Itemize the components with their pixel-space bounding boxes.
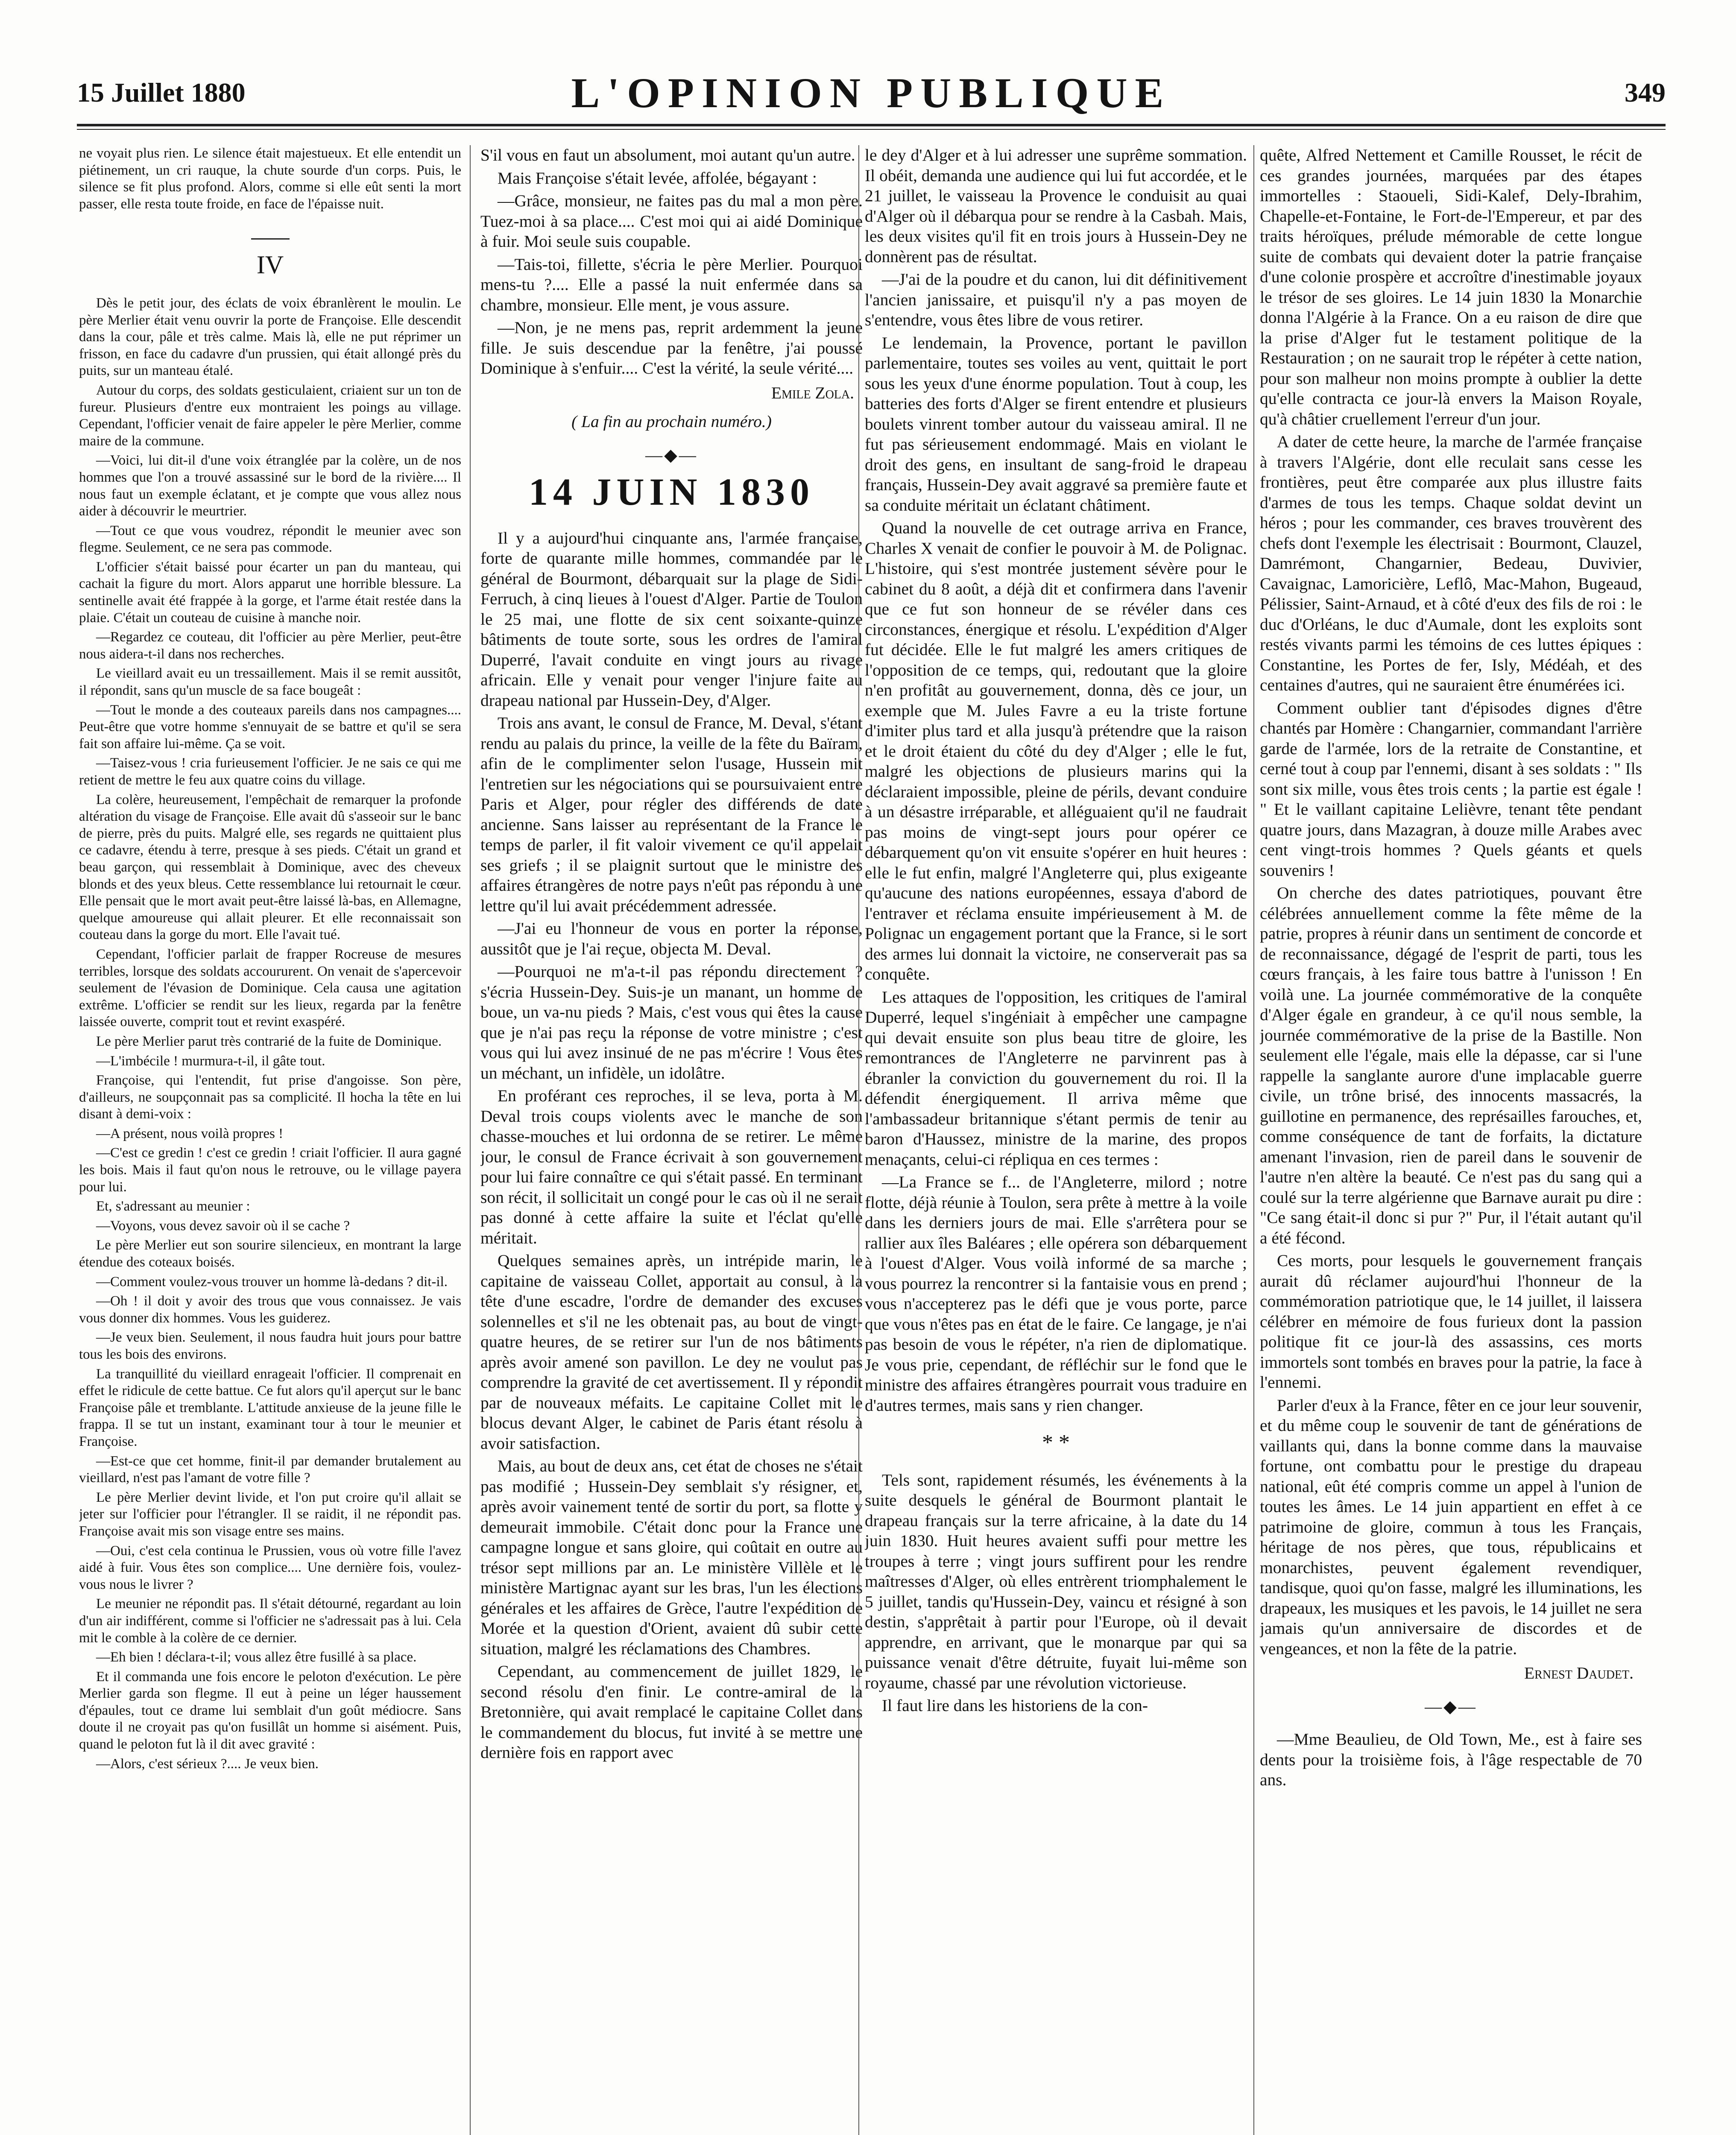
- header-rule-thin: [77, 129, 1666, 130]
- paragraph: Le lendemain, la Provence, portant le pavillon parlementaire, toutes ses voiles au vent, quittait le port sous les yeux d'une énorme population. Tout à coup, les batteries des forts d'Alger se firent entendre et plusieurs boulets vinrent tomber autour du vaisseau amiral. Il ne fut pas sérieusement endommagé. Mais en violant le droit des gens, en insultant de sang-froid le drapeau français, Hussein-Dey avait aggravé sa première faute et sa conduite méritait un éclatant châtiment.: [865, 333, 1247, 515]
- paragraph: —A présent, nous voilà propres !: [96, 1126, 284, 1141]
- paragraph: —Je veux bien. Seulement, il nous faudra huit jours pour battre tous les bois des environs.: [79, 1330, 461, 1362]
- paragraph: —J'ai de la poudre et du canon, lui dit définitivement l'ancien janissaire, et puisqu'il n'y a pas moyen de s'entendre, vous êtes libre de vous retirer.: [865, 270, 1247, 329]
- paragraph: —Oh ! il doit y avoir des trous que vous connaissez. Je vais vous donner dix hommes. Vous les guiderez.: [79, 1293, 461, 1326]
- masthead-title: L'OPINION PUBLIQUE: [571, 69, 1171, 117]
- paragraph: —L'imbécile ! murmura-t-il, il gâte tout.: [96, 1053, 325, 1069]
- paragraph: A dater de cette heure, la marche de l'armée française à travers l'Algérie, dont elle reculait sans cesse les frontières, peut être comparée aux plus illustre faits d'armes de tous les temps. Chaque soldat devint un héros ; pour les commander, ces braves trouvèrent des chefs dont l'exemple les électrisait : Bourmont, Clauzel, Damrémont, Changarnier, Bedeau, Duvivier, Cavaignac, Lamoricière, Leflô, Mac-Mahon, Bugeaud, Pélissier, Saint-Arnaud, et à côté d'eux des fils de roi : le duc d'Orléans, le duc d'Aumale, dont les exploits sont restés vivants parmi les témoins de ces luttes épiques : Constantine, les Portes de fer, Isly, Médéah, et des centaines d'autres, qui ne sauraient être énumérées ici.: [1260, 432, 1642, 694]
- paragraph: S'il vous en faut un absolument, moi autant qu'un autre.: [480, 146, 855, 164]
- paragraph: —Non, je ne mens pas, reprit ardemment la jeune fille. Je suis descendue par la fenêtre, j'ai poussé Dominique à s'enfuir.... C'est la vérité, la seule vérité....: [480, 318, 863, 377]
- paragraph: Tels sont, rapidement résumés, les événements à la suite desquels le général de Bourmont plantait le drapeau français sur la terre africaine, à la date du 14 juin 1830. Huit heures avaient suffi pour mettre les troupes à terre ; vingt jours suffirent pour les rendre maîtresses d'Alger, où elles entrèrent triomphalement le 5 juillet, tandis qu'Hussein-Dey, vaincu et résigné à son destin, s'apprêtait à partir pour l'Europe, où il devait apprendre, en arrivant, que le monarque par qui sa puissance venait d'être détruite, fuyait lui-même son royaume, chassé par une révolution victorieuse.: [865, 1470, 1247, 1692]
- paragraph: —Voyons, vous devez savoir où il se cache ?: [96, 1218, 350, 1234]
- issue-date: 15 Juillet 1880: [77, 77, 246, 108]
- paragraph: Quand la nouvelle de cet outrage arriva en France, Charles X venait de confier le pouvoir à M. de Polignac. L'histoire, qui s'est montrée justement sévère pour le cabinet du 8 août, a déjà dit et confirmera dans l'avenir que ce fut son honneur de se révéler dans ces circonstances, énergique et résolu. L'expédition d'Alger fut décidée. Elle le fut malgré les amers critiques de l'opposition de ce temps, qui, redoutant que la gloire n'en profitât au gouvernement, donna, dès ce jour, un exemple que M. Jules Favre a eu la triste fortune d'imiter plus tard et alla jusqu'à prétendre que la raison et le droit étaient du côté du dey d'Alger ; elle le fut, malgré les objections de plusieurs marins qui la déclaraient impossible, pleine de périls, devant conduire à un désastre irréparable, et alléguaient qu'il ne faudrait pas moins de vingt-sept jours pour opérer ce débarquement qu'on vit ensuite s'opérer en huit heures : elle le fut enfin, malgré l'Angleterre qui, plus exigeante qu'aucune des nations européennes, essaya d'abord de l'entraver et réclama ensuite impérieusement à M. de Polignac un engagement portant que la France, si le sort des armes lui donnait la victoire, ne conserverait pas sa conquête.: [865, 518, 1247, 983]
- paragraph: —Grâce, monsieur, ne faites pas du mal a mon père. Tuez-moi à sa place.... C'est moi qui ai aidé Dominique à fuir. Moi seule suis coupable.: [480, 191, 863, 251]
- paragraph: —Voici, lui dit-il d'une voix étranglée par la colère, un de nos hommes que l'on a trouvé assassiné sur le bord de la rivière.... Il nous faut un exemple éclatant, et je compte que vous allez nous aider à découvrir le meurtrier.: [79, 453, 461, 519]
- paragraph: quête, Alfred Nettement et Camille Rousset, le récit de ces grandes journées, marquées par des étapes immortelles : Staoueli, Sidi-Kalef, Dely-Ibrahim, Chapelle-et-Fontaine, le Fort-de-l'Empereur, et par des traits héroïques, prélude mémorable de cette longue suite de combats qui devaient doter la patrie française d'une colonie prospère et accroître d'inestimable joyaux le trésor de ses gloires. Le 14 juin 1830 la Monarchie donna l'Algérie à la France. On a eu raison de dire que la prise d'Alger fut le testament politique de la Restauration ; on ne saurait trop le répéter à cette nation, pour son malheur non moins prompte à oublier la dette qu'elle contracta ce jour-là envers la Maison Royale, qu'à châtier cruellement l'erreur d'un jour.: [1260, 146, 1642, 428]
- paragraph: Il faut lire dans les historiens de la con-: [882, 1696, 1148, 1715]
- paragraph: Et, s'adressant au meunier :: [96, 1199, 250, 1214]
- column-1: [79, 145, 461, 2135]
- paragraph: Le père Merlier eut son sourire silencieux, en montrant la large étendue des coteaux boisés.: [79, 1237, 461, 1270]
- section-number: IV: [79, 238, 461, 274]
- paragraph: La colère, heureusement, l'empêchait de remarquer la profonde altération du visage de Françoise. Elle avait dû s'asseoir sur le banc de pierre, près du puits. Malgré elle, ses regards ne quittaient plus ce cadavre, étendu à terre, presque à ses pieds. C'était un grand et beau garçon, qui ressemblait à Dominique, avec des cheveux blonds et des yeux bleus. Cette ressemblance lui retournait le cœur. Elle pensait que le mort avait peut-être laissé là-bas, en Allemagne, quelque amoureuse qui allait pleurer. Et elle reconnaissait son couteau dans la gorge du mort. Elle l'avait tué.: [79, 792, 461, 943]
- paragraph: Parler d'eux à la France, fêter en ce jour leur souvenir, et du même coup le souvenir de tant de générations de vaillants qui, dans la bonne comme dans la mauvaise fortune, ont combattu pour le prestige du drapeau national, eût été compris comme un appel à l'union de toutes les âmes. Le 14 juin appartient en effet à ce patrimoine de gloire, commun à tous les Français, héritage de nos pères, que tous, républicains et monarchistes, peuvent également revendiquer, tandisque, quoi qu'on fasse, malgré les illuminations, les drapeaux, les musiques et les pavois, le 14 juillet ne sera jamais qu'un anniversaire de discordes et de vengeances, et non la fête de la patrie.: [1260, 1395, 1642, 1658]
- paragraph: —Mme Beaulieu, de Old Town, Me., est à faire ses dents pour la troisième fois, à l'âge respectable de 70 ans.: [1260, 1730, 1642, 1789]
- paragraph: Dès le petit jour, des éclats de voix ébranlèrent le moulin. Le père Merlier était venu ouvrir la porte de Françoise. Elle descendit dans la cour, pâle et très calme. Mais là, elle ne put réprimer un frisson, en face du cadavre d'un prussien, qui était allongé près du puits, sur un manteau étalé.: [79, 295, 461, 379]
- paragraph: —Pourquoi ne m'a-t-il pas répondu directement ? s'écria Hussein-Dey. Suis-je un manant, un homme de boue, un va-nu pieds ? Mais, c'est vous qui êtes la cause que je n'ai pas reçu la réponse de votre ministre ; c'est vous qui lui avez insinué de ne pas m'écrire ! Vous êtes un méchant, un infidèle, un idolâtre.: [480, 962, 863, 1082]
- paragraph: ne voyait plus rien. Le silence était majestueux. Et elle entendit un piétinement, un cri rauque, la chute sourde d'un corps. Puis, le silence se fit plus profond. Alors, comme si elle eût senti la mort passer, elle resta toute froide, en face de l'épaisse nuit.: [79, 146, 461, 212]
- author-signature: Emile Zola.: [771, 383, 854, 402]
- paragraph: Le vieillard avait eu un tressaillement. Mais il se remit aussitôt, il répondit, sans qu'un muscle de sa face bougeât :: [79, 666, 461, 699]
- paragraph: Les attaques de l'opposition, les critiques de l'amiral Duperré, lequel s'ingéniait à empêcher une campagne qui devait ensuite son plus beau titre de gloire, les remontrances de l'Angleterre ne parvinrent pas à ébranler la conviction du gouvernement du roi. Il la défendit énergiquement. Il arriva même que l'ambassadeur britannique s'étant permis de tenir au baron d'Haussez, ministre de la marine, des propos menaçants, celui-ci répliqua en ces termes :: [865, 987, 1247, 1169]
- paragraph: L'officier s'était baissé pour écarter un pan du manteau, qui cachait la figure du mort. Alors apparut une horrible blessure. La sentinelle avait été frappée à la gorge, et l'arme était restée dans la plaie. C'était un couteau de cuisine à manche noir.: [79, 559, 461, 626]
- paragraph: Le père Merlier parut très contrarié de la fuite de Dominique.: [96, 1033, 442, 1049]
- paragraph: —Tais-toi, fillette, s'écria le père Merlier. Pourquoi mens-tu ?.... Elle a passé la nuit enfermée dans sa chambre, monsieur. Elle ment, je vous assure.: [480, 254, 863, 314]
- paragraph: —Tout ce que vous voudrez, répondit le meunier avec son flegme. Seulement, ce ne sera pas commode.: [79, 523, 461, 556]
- paragraph: Le meunier ne répondit pas. Il s'était détourné, regardant au loin d'un air indifférent, comme si l'officier ne s'adressait pas à lui. Cela mit le comble à la colère de ce dernier.: [79, 1596, 461, 1646]
- author-signature: Ernest Daudet.: [1524, 1664, 1634, 1682]
- paragraph: Et il commanda une fois encore le peloton d'exécution. Le père Merlier garda son flegme. Il eut à peine un léger haussement d'épaules, tout ce drame lui semblait d'un goût médiocre. Sans doute il ne croyait pas qu'on fusillât un homme si aisément. Puis, quand le peloton fut là il dit avec gravité :: [79, 1669, 461, 1752]
- paragraph: Autour du corps, des soldats gesticulaient, criaient sur un ton de fureur. Plusieurs d'entre eux montraient les poings au village. Cependant, l'officier venait de faire appeler le père Merlier, comme maire de la commune.: [79, 382, 461, 449]
- article-title: 14 JUIN 1830: [528, 471, 814, 513]
- paragraph: —C'est ce gredin ! c'est ce gredin ! criait l'officier. Il aura gagné les bois. Mais il faut qu'on nous le retrouve, ou le village payera pour lui.: [79, 1145, 461, 1195]
- paragraph: —Eh bien ! déclara-t-il; vous allez être fusillé à sa place.: [96, 1650, 417, 1665]
- ornament-divider: —◆—: [645, 445, 698, 465]
- paragraph: —Alors, c'est sérieux ?.... Je veux bien.: [96, 1756, 319, 1772]
- paragraph: Mais Françoise s'était levée, affolée, bégayant :: [498, 168, 817, 187]
- paragraph: —La France se f... de l'Angleterre, milord ; notre flotte, déjà réunie à Toulon, sera prête à mettre à la voile dans les derniers jours de mai. Elle s'arrêtera pour se rallier aux îles Baléares ; elle opérera son débarquement à l'ouest d'Alger. Vous voilà informé de sa marche ; vous pourrez la rencontrer si la fantaisie vous en prend ; vous n'accepterez pas le défi que je vous porte, parce que vous n'êtes pas en état de le faire. Ce langage, je n'ai pas besoin de vous le répéter, n'a rien de diplomatique. Je vous prie, cependant, de réfléchir sur le fond que le ministre des affaires étrangères pourrait vous traduire en d'autres termes, mais sans y rien changer.: [865, 1173, 1247, 1415]
- page-number: 349: [1625, 77, 1666, 108]
- paragraph: le dey d'Alger et à lui adresser une suprême sommation. Il obéit, demanda une audience qui lui fut accordée, et le 21 juillet, le vaisseau la Provence le conduisit au quai d'Alger où il débarqua pour se rendre à la Casbah. Mais, les deux visites qu'il fit en trois jours à Hussein-Dey ne donnèrent pas de résultat.: [865, 146, 1247, 266]
- paragraph: Françoise, qui l'entendit, fut prise d'angoisse. Son père, d'ailleurs, ne soupçonnait pas sa complicité. Il hocha la tête en lui disant à demi-voix :: [79, 1073, 461, 1122]
- paragraph: On cherche des dates patriotiques, pouvant être célébrées annuellement comme la fête même de la patrie, propres à réunir dans un sentiment de concorde et de reconnaissance, dégagé de l'esprit de parti, tous les cœurs français, à les faire tous battre à l'unisson ! En voilà une. La journée commémorative de la conquête d'Alger égale en grandeur, à ce qu'il nous semble, la journée commémorative de la prise de la Bastille. Non seulement elle l'égale, mais elle la dépasse, car si l'une rappelle la sanglante aurore d'une implacable guerre civile, un trône brisé, des innocents massacrés, la guillotine en permanence, des représailles farouches, et, comme conséquence de tant de forfaits, la dictature amenant l'invasion, rien de pareil dans le souvenir de l'autre n'en altère la beauté. Ce n'est pas du sang qui a coulé sur la terre algérienne que Barnave aurait pu dire : "Ce sang était-il donc si pur ?" Pur, il l'était autant qu'il a été fécond.: [1260, 883, 1642, 1247]
- paragraph: —Est-ce que cet homme, finit-il par demander brutalement au vieillard, n'est pas l'amant de votre fille ?: [79, 1453, 461, 1486]
- ornament-divider: —◆—: [1425, 1696, 1477, 1716]
- paragraph: —Tout le monde a des couteaux pareils dans nos campagnes.... Peut-être que votre homme s'ennuyait de se battre et qu'il se sera fait son affaire lui-même. Ça se voit.: [79, 702, 461, 752]
- paragraph: —Taisez-vous ! cria furieusement l'officier. Je ne sais ce qui me retient de mettre le feu aux quatre coins du village.: [79, 755, 461, 788]
- page-header: [77, 64, 1666, 115]
- header-rule: [77, 124, 1666, 126]
- paragraph: —Comment voulez-vous trouver un homme là-dedans ? dit-il.: [96, 1274, 448, 1290]
- paragraph: Ces morts, pour lesquels le gouvernement français aurait dû réclamer aujourd'hui l'honneur de la commémoration patriotique que, le 14 juillet, il laissera célébrer en mémoire de fous furieux dont la passion politique fit ce jour-là des assassins, ces morts immortels sont tombés en braves pour la patrie, la face à l'ennemi.: [1260, 1251, 1642, 1392]
- paragraph: —J'ai eu l'honneur de vous en porter la réponse, aussitôt que je l'ai reçue, objecta M. Deval.: [480, 919, 863, 958]
- column-divider: [858, 145, 859, 2135]
- column-4: [1260, 145, 1642, 2135]
- paragraph: En proférant ces reproches, il se leva, porta à M. Deval trois coups violents avec le manche de son chasse-mouches et lui ordonna de se retirer. Le même jour, le consul de France écrivait à son gouvernement pour lui faire connaître ce qui s'était passé. En terminant son récit, il sollicitait un congé pour le cas où il ne serait pas donné à cette affaire la suite et l'éclat qu'elle méritait.: [480, 1086, 863, 1247]
- paragraph: Le père Merlier devint livide, et l'on put croire qu'il allait se jeter sur l'officier pour l'étrangler. Il se raidit, il ne répondit pas. Françoise avait mis son visage entre ses mains.: [79, 1489, 461, 1539]
- asterism-divider: * *: [1042, 1430, 1070, 1455]
- paragraph: Comment oublier tant d'épisodes dignes d'être chantés par Homère : Changarnier, commandant l'arrière garde de l'armée, lors de la retraite de Constantine, et cerné tout à coup par l'ennemi, disant à ses soldats : " Ils sont six mille, vous êtes trois cents ; la partie est égale ! " Et le vaillant capitaine Lelièvre, tenant tête pendant quatre jours, dans Mazagran, à douze mille Arabes avec cent vingt-trois hommes ? Quels géants et quels souvenirs !: [1260, 698, 1642, 880]
- column-2: [480, 145, 863, 2135]
- continuation-note: ( La fin au prochain numéro.): [571, 412, 772, 431]
- column-3: [865, 145, 1247, 2135]
- column-divider: [1253, 145, 1254, 2135]
- paragraph: Cependant, au commencement de juillet 1829, le second résolu d'en finir. Le contre-amiral de la Bretonnière, qui avait remplacé le capitaine Collet dans le commandement du blocus, fut invité à se mettre une dernière fois en rapport avec: [480, 1662, 863, 1762]
- paragraph: Il y a aujourd'hui cinquante ans, l'armée française, forte de quarante mille hommes, commandée par le général de Bourmont, débarquait sur la plage de Sidi-Ferruch, à cinq lieues à l'ouest d'Alger. Partie de Toulon le 25 mai, une flotte de six cent soixante-quinze bâtiments de toute sorte, sous les ordres de l'amiral Duperré, l'avait conduite en vingt jours au rivage africain. Elle y venait pour venger l'injure faite au drapeau national par Hussein-Dey, d'Alger.: [480, 528, 863, 710]
- column-divider: [470, 145, 471, 2135]
- paragraph: Trois ans avant, le consul de France, M. Deval, s'étant rendu au palais du prince, la veille de la fête du Baïram, afin de le complimenter selon l'usage, Hussein mit l'entretien sur les négociations qui se poursuivaient entre Paris et Alger, pour régler des différends de date ancienne. Sans laisser au représentant de la France le temps de parler, il fit valoir vivement ce qu'il appelait ses griefs ; il se plaignit surtout que le ministre des affaires étrangères de notre pays n'eût pas répondu à une lettre qu'il lui avait précédemment adressée.: [480, 714, 863, 915]
- paragraph: Quelques semaines après, un intrépide marin, le capitaine de vaisseau Collet, apportait au consul, à la tête d'une escadre, l'ordre de demander des excuses solennelles et s'il ne les obtenait pas, au bout de vingt-quatre heures, de se retirer sur l'un de nos bâtiments après avoir amené son pavillon. Le dey ne voulut pas comprendre la gravité de cet avertissement. Il y répondit par de nouveaux méfaits. Le capitaine Collet mit le blocus devant Alger, le cabinet de Paris étant résolu à avoir satisfaction.: [480, 1251, 863, 1453]
- paragraph: —Regardez ce couteau, dit l'officier au père Merlier, peut-être nous aidera-t-il dans nos recherches.: [79, 629, 461, 662]
- paragraph: Cependant, l'officier parlait de frapper Rocreuse de mesures terribles, lorsque des soldats accoururent. On venait de s'apercevoir seulement de l'évasion de Dominique. Cela causa une agitation extrême. L'officier se rendit sur les lieux, regarda par la fenêtre laissée ouverte, comprit tout et revint exaspéré.: [79, 946, 461, 1030]
- paragraph: Mais, au bout de deux ans, cet état de choses ne s'était pas modifié ; Hussein-Dey semblait s'y résigner, et, après avoir vainement tenté de sortir du port, sa flotte y demeurait immobile. C'était donc pour la France une campagne longue et sans gloire, qui coûtait en outre au trésor sept millions par an. Le ministère Villèle et le ministère Martignac ayant sur les bras, l'un les élections générales et les affaires de Grèce, l'autre l'expédition de Morée et la question d'Orient, avaient dû subir cette situation, malgré les réclamations des Chambres.: [480, 1456, 863, 1658]
- paragraph: La tranquillité du vieillard enrageait l'officier. Il comprenait en effet le ridicule de cette battue. Ce fut alors qu'il aperçut sur le banc Françoise pâle et tremblante. L'attitude anxieuse de la jeune fille le frappa. Il se tut un instant, examinant tour à tour le meunier et Françoise.: [79, 1366, 461, 1449]
- paragraph: —Oui, c'est cela continua le Prussien, vous où votre fille l'avez aidé à fuir. Vous êtes son complice.... Une dernière fois, voulez-vous nous le livrer ?: [79, 1543, 461, 1592]
